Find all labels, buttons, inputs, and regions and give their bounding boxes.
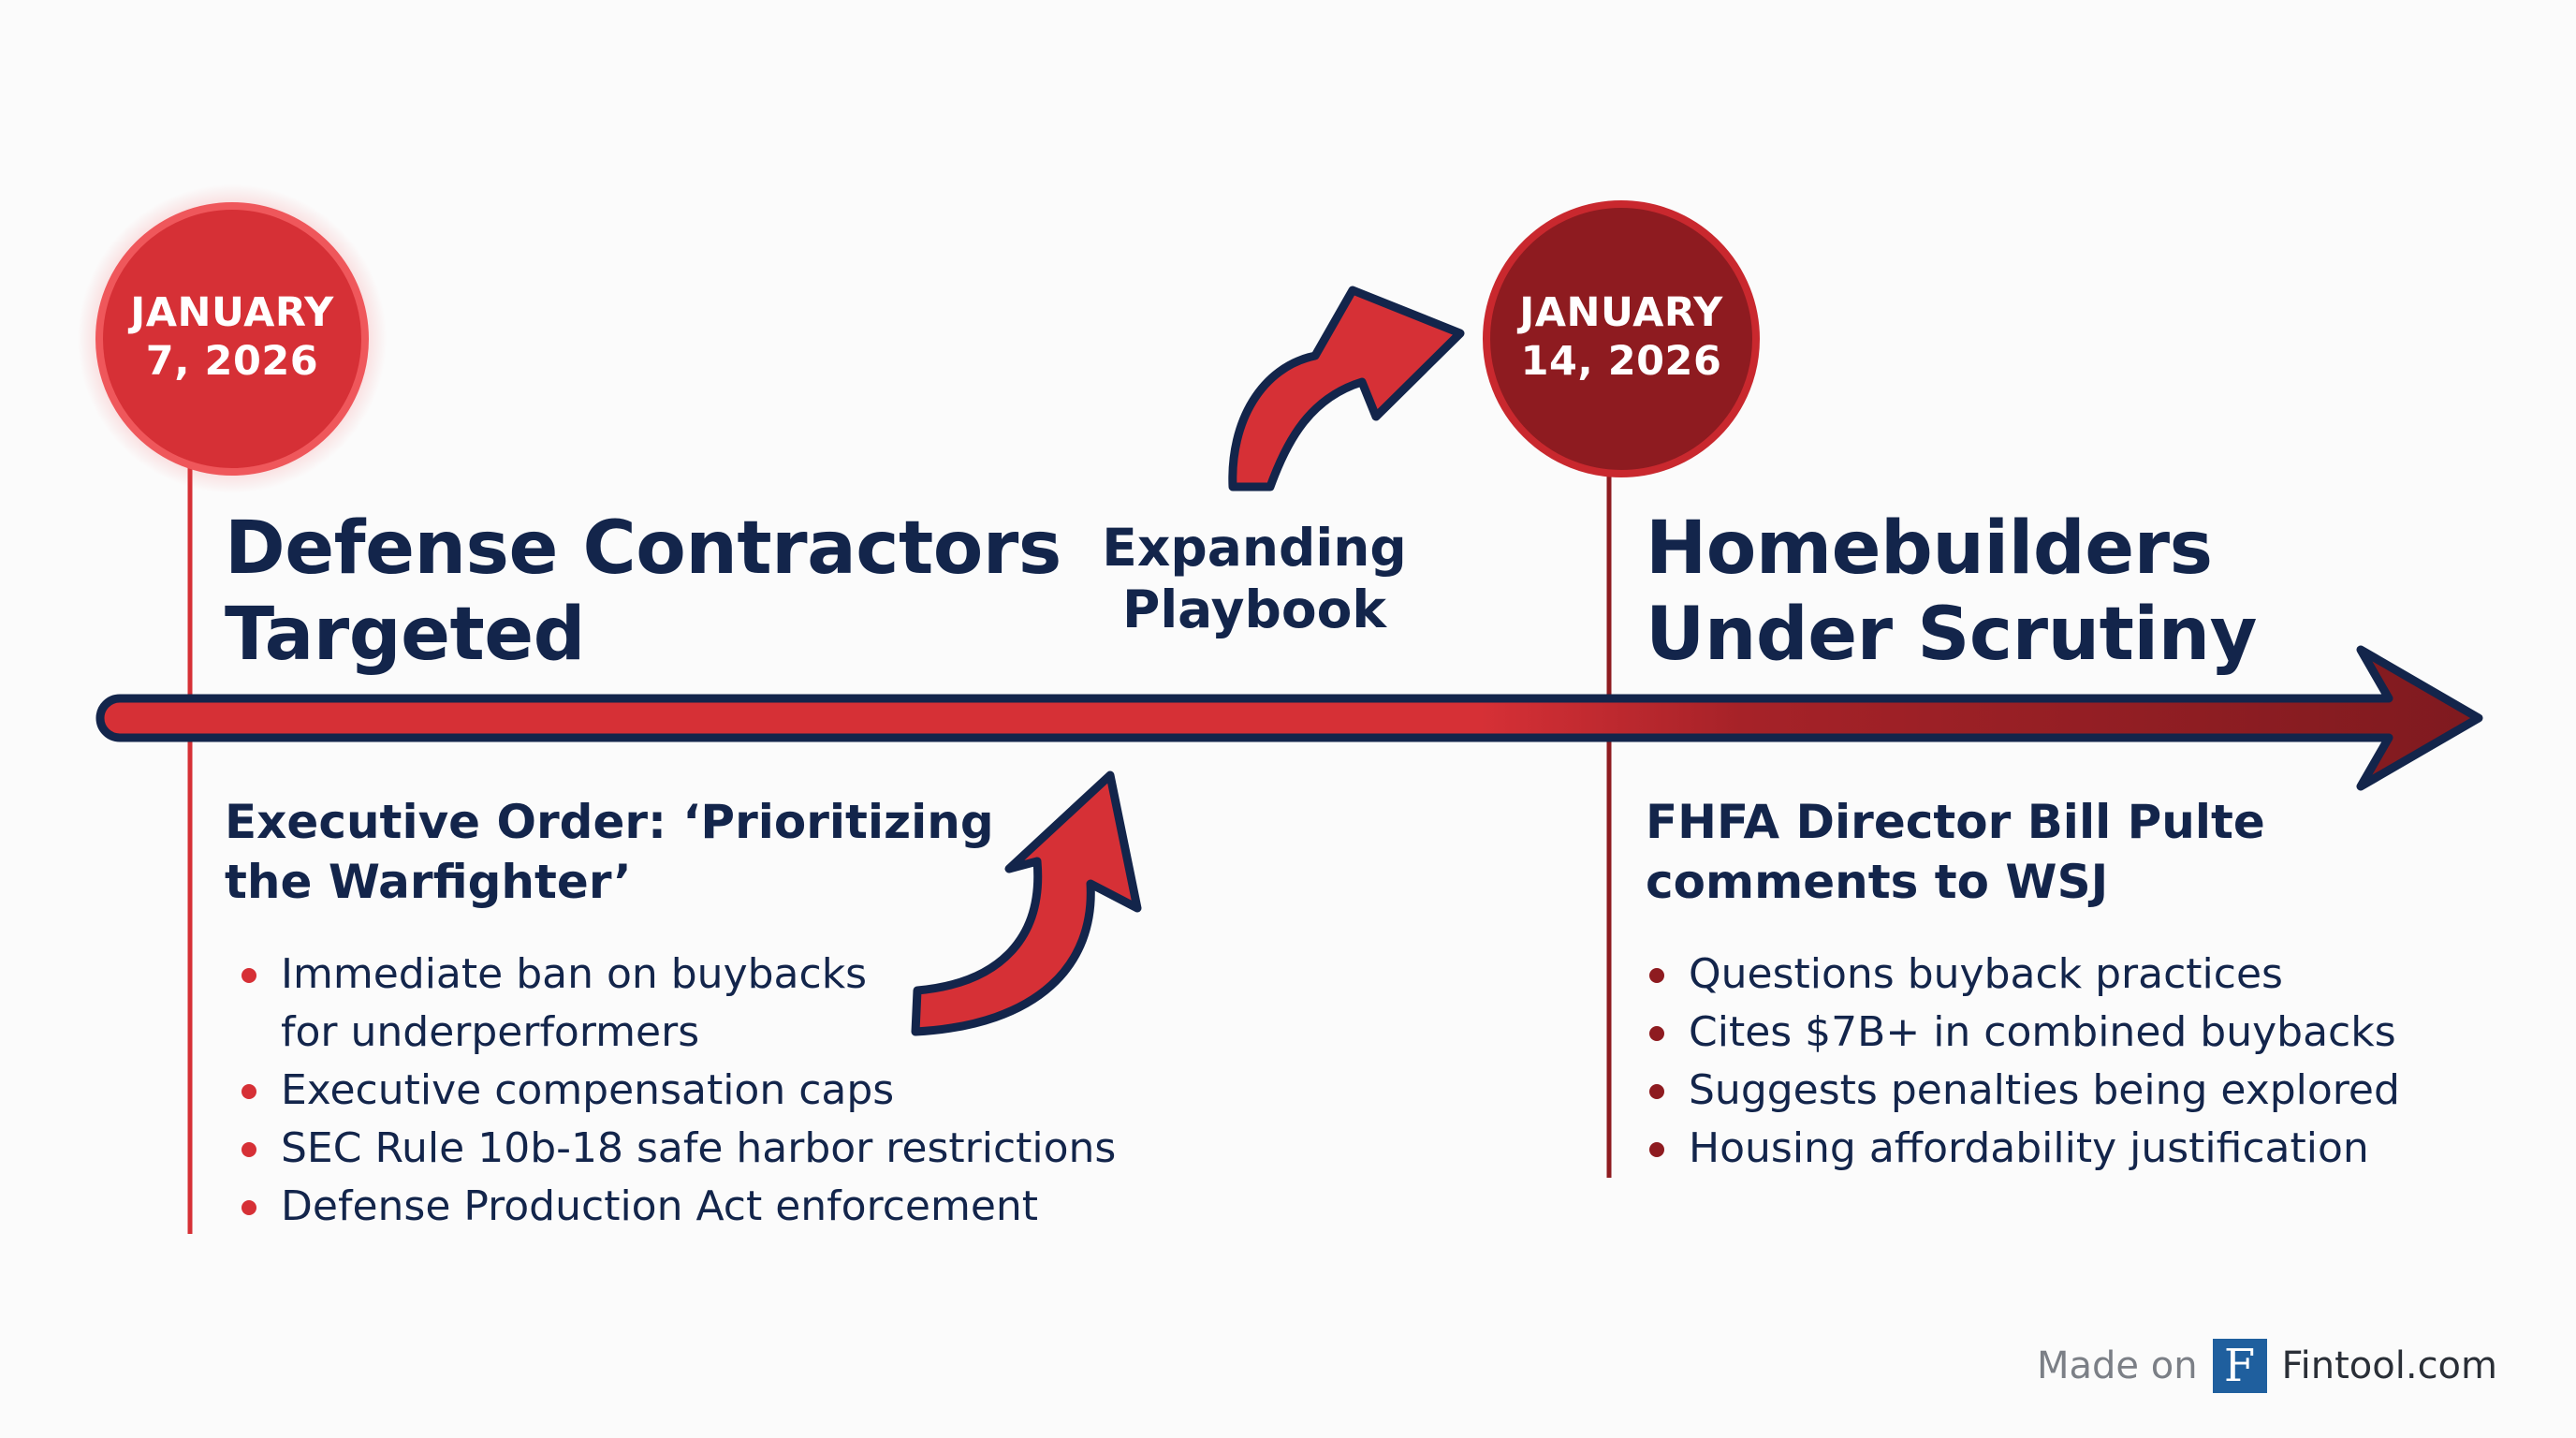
event-1-subheading-line-2: the Warfighter’ — [225, 855, 632, 909]
event-2-date-month: JANUARY — [1519, 289, 1723, 336]
event-1-heading-line-1: Defense Contractors — [225, 506, 1061, 591]
event-1-date-day: 7, 2026 — [145, 338, 319, 385]
event-2-bullet: Questions buyback practices — [1646, 946, 2488, 1004]
event-1-bullet: Immediate ban on buybacks for underperformers — [238, 946, 936, 1062]
footer-brand-name: Fintool.com — [2281, 1344, 2497, 1387]
footer-attribution — [2037, 1339, 2497, 1393]
event-2-bullet: Suggests penalties being explored — [1646, 1062, 2488, 1120]
event-2-subheading-line-2: comments to WSJ — [1646, 855, 2109, 909]
event-2-heading-line-1: Homebuilders — [1646, 506, 2213, 591]
event-1-date-month: JANUARY — [130, 289, 334, 336]
expanding-playbook-label — [1086, 517, 1423, 640]
event-2-heading-line-2: Under Scrutiny — [1646, 593, 2258, 677]
event-2-date-day: 14, 2026 — [1520, 338, 1722, 385]
event-1-subheading — [225, 792, 1030, 912]
event-2-heading — [1646, 506, 2488, 678]
event-1-subheading-line-1: Executive Order: ‘Prioritizing — [225, 795, 994, 849]
event-1-bullet: Executive compensation caps — [238, 1062, 1099, 1120]
event-1-bullet: Defense Production Act enforcement — [238, 1178, 1099, 1236]
event-2-bullet-list — [1646, 946, 2488, 1178]
expanding-playbook-line-2: Playbook — [1122, 580, 1386, 639]
curved-arrow-upper — [1233, 290, 1460, 487]
event-1-heading-line-2: Targeted — [225, 593, 586, 677]
fintool-logo-icon: F — [2213, 1339, 2267, 1393]
expanding-playbook-line-1: Expanding — [1102, 518, 1407, 578]
event-1-date — [110, 288, 354, 386]
event-1-bullet: SEC Rule 10b-18 safe harbor restrictions — [238, 1120, 1099, 1178]
event-1-heading — [225, 506, 1067, 678]
footer-made-on: Made on — [2036, 1344, 2198, 1387]
event-2-date — [1500, 288, 1743, 386]
event-2-subheading — [1646, 792, 2451, 912]
event-2-bullet: Cites $7B+ in combined buybacks — [1646, 1004, 2488, 1062]
event-2-subheading-line-1: FHFA Director Bill Pulte — [1646, 795, 2265, 849]
event-2-bullet: Housing affordability justification — [1646, 1120, 2488, 1178]
event-1-bullet-list — [238, 946, 1117, 1236]
